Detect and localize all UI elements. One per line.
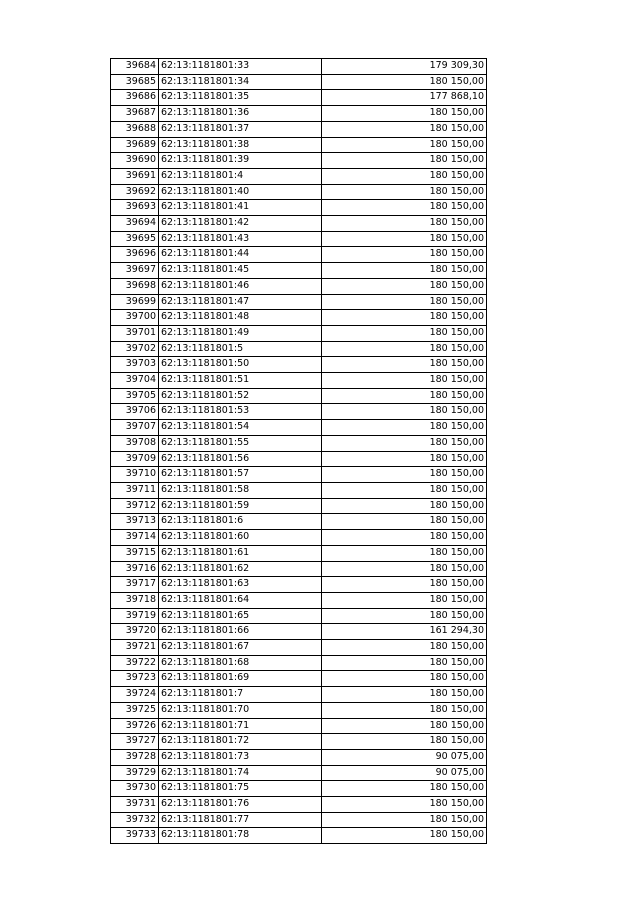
cadastral-number-cell: 62:13:1181801:48 [159,310,322,326]
table-row [111,561,487,577]
cadastral-number-cell: 62:13:1181801:5 [159,341,322,357]
cadastral-value-cell: 179 309,30 [322,59,487,75]
table-row [111,216,487,232]
row-number-cell: 39727 [111,734,159,750]
row-number-cell: 39691 [111,168,159,184]
table-row [111,278,487,294]
cadastral-number-cell: 62:13:1181801:6 [159,514,322,530]
row-number-cell: 39708 [111,435,159,451]
table-row [111,200,487,216]
cadastral-value-cell: 180 150,00 [322,357,487,373]
table-row [111,702,487,718]
cadastral-number-cell: 62:13:1181801:70 [159,702,322,718]
row-number-cell: 39712 [111,498,159,514]
row-number-cell: 39716 [111,561,159,577]
table-row [111,749,487,765]
cadastral-value-cell: 180 150,00 [322,702,487,718]
cadastral-number-cell: 62:13:1181801:65 [159,608,322,624]
table-row [111,451,487,467]
table-row [111,608,487,624]
cadastral-number-cell: 62:13:1181801:39 [159,153,322,169]
table-row [111,467,487,483]
row-number-cell: 39723 [111,671,159,687]
row-number-cell: 39713 [111,514,159,530]
cadastral-number-cell: 62:13:1181801:7 [159,687,322,703]
cadastral-value-cell: 180 150,00 [322,498,487,514]
row-number-cell: 39693 [111,200,159,216]
cadastral-number-cell: 62:13:1181801:49 [159,325,322,341]
table-row [111,734,487,750]
table-row [111,420,487,436]
row-number-cell: 39704 [111,373,159,389]
cadastral-value-table [110,58,487,844]
row-number-cell: 39690 [111,153,159,169]
row-number-cell: 39725 [111,702,159,718]
cadastral-number-cell: 62:13:1181801:68 [159,655,322,671]
row-number-cell: 39730 [111,781,159,797]
table-row [111,74,487,90]
table-row [111,514,487,530]
table-row [111,341,487,357]
table-row [111,781,487,797]
table-row [111,168,487,184]
cadastral-number-cell: 62:13:1181801:47 [159,294,322,310]
table-row [111,640,487,656]
cadastral-number-cell: 62:13:1181801:58 [159,482,322,498]
table-row [111,106,487,122]
cadastral-number-cell: 62:13:1181801:71 [159,718,322,734]
row-number-cell: 39687 [111,106,159,122]
cadastral-number-cell: 62:13:1181801:35 [159,90,322,106]
table-row [111,718,487,734]
cadastral-number-cell: 62:13:1181801:72 [159,734,322,750]
cadastral-number-cell: 62:13:1181801:33 [159,59,322,75]
cadastral-value-cell: 180 150,00 [322,168,487,184]
table-row [111,373,487,389]
cadastral-value-cell: 180 150,00 [322,278,487,294]
cadastral-number-cell: 62:13:1181801:53 [159,404,322,420]
row-number-cell: 39699 [111,294,159,310]
cadastral-number-cell: 62:13:1181801:34 [159,74,322,90]
table-row [111,184,487,200]
row-number-cell: 39721 [111,640,159,656]
cadastral-value-cell: 180 150,00 [322,310,487,326]
row-number-cell: 39729 [111,765,159,781]
cadastral-value-cell: 177 868,10 [322,90,487,106]
cadastral-value-cell: 180 150,00 [322,137,487,153]
cadastral-number-cell: 62:13:1181801:37 [159,121,322,137]
row-number-cell: 39732 [111,812,159,828]
cadastral-number-cell: 62:13:1181801:78 [159,828,322,844]
table-row [111,765,487,781]
row-number-cell: 39684 [111,59,159,75]
cadastral-value-cell: 180 150,00 [322,797,487,813]
cadastral-value-cell: 180 150,00 [322,231,487,247]
cadastral-number-cell: 62:13:1181801:51 [159,373,322,389]
cadastral-number-cell: 62:13:1181801:77 [159,812,322,828]
table-row [111,530,487,546]
table-row [111,357,487,373]
row-number-cell: 39705 [111,388,159,404]
cadastral-value-cell: 180 150,00 [322,216,487,232]
cadastral-value-cell: 180 150,00 [322,184,487,200]
cadastral-number-cell: 62:13:1181801:36 [159,106,322,122]
cadastral-number-cell: 62:13:1181801:73 [159,749,322,765]
cadastral-value-cell: 180 150,00 [322,341,487,357]
row-number-cell: 39702 [111,341,159,357]
cadastral-value-cell: 180 150,00 [322,671,487,687]
row-number-cell: 39715 [111,545,159,561]
cadastral-number-cell: 62:13:1181801:56 [159,451,322,467]
row-number-cell: 39688 [111,121,159,137]
cadastral-value-cell: 180 150,00 [322,718,487,734]
cadastral-value-cell: 180 150,00 [322,121,487,137]
cadastral-number-cell: 62:13:1181801:69 [159,671,322,687]
cadastral-value-cell: 180 150,00 [322,74,487,90]
table-row [111,325,487,341]
table-row [111,294,487,310]
row-number-cell: 39731 [111,797,159,813]
cadastral-value-cell: 180 150,00 [322,153,487,169]
cadastral-number-cell: 62:13:1181801:44 [159,247,322,263]
cadastral-number-cell: 62:13:1181801:57 [159,467,322,483]
cadastral-value-cell: 180 150,00 [322,577,487,593]
row-number-cell: 39709 [111,451,159,467]
cadastral-number-cell: 62:13:1181801:41 [159,200,322,216]
cadastral-value-cell: 180 150,00 [322,592,487,608]
row-number-cell: 39711 [111,482,159,498]
row-number-cell: 39701 [111,325,159,341]
cadastral-number-cell: 62:13:1181801:60 [159,530,322,546]
table-row [111,121,487,137]
row-number-cell: 39728 [111,749,159,765]
cadastral-number-cell: 62:13:1181801:64 [159,592,322,608]
row-number-cell: 39714 [111,530,159,546]
table-row [111,577,487,593]
cadastral-value-cell: 180 150,00 [322,420,487,436]
table-row [111,310,487,326]
row-number-cell: 39694 [111,216,159,232]
cadastral-value-cell: 180 150,00 [322,640,487,656]
cadastral-number-cell: 62:13:1181801:76 [159,797,322,813]
table-row [111,153,487,169]
cadastral-number-cell: 62:13:1181801:54 [159,420,322,436]
row-number-cell: 39689 [111,137,159,153]
cadastral-number-cell: 62:13:1181801:38 [159,137,322,153]
cadastral-number-cell: 62:13:1181801:59 [159,498,322,514]
table-row [111,655,487,671]
table-row [111,797,487,813]
table-row [111,435,487,451]
cadastral-value-cell: 180 150,00 [322,373,487,389]
row-number-cell: 39706 [111,404,159,420]
row-number-cell: 39717 [111,577,159,593]
cadastral-number-cell: 62:13:1181801:55 [159,435,322,451]
row-number-cell: 39685 [111,74,159,90]
row-number-cell: 39703 [111,357,159,373]
cadastral-number-cell: 62:13:1181801:45 [159,263,322,279]
cadastral-value-cell: 180 150,00 [322,388,487,404]
row-number-cell: 39722 [111,655,159,671]
cadastral-value-cell: 180 150,00 [322,325,487,341]
row-number-cell: 39696 [111,247,159,263]
cadastral-value-cell: 180 150,00 [322,482,487,498]
table-row [111,592,487,608]
table-row [111,388,487,404]
row-number-cell: 39698 [111,278,159,294]
cadastral-value-cell: 180 150,00 [322,812,487,828]
row-number-cell: 39707 [111,420,159,436]
cadastral-value-cell: 180 150,00 [322,467,487,483]
cadastral-value-cell: 180 150,00 [322,828,487,844]
table-row [111,687,487,703]
cadastral-number-cell: 62:13:1181801:63 [159,577,322,593]
cadastral-number-cell: 62:13:1181801:50 [159,357,322,373]
row-number-cell: 39697 [111,263,159,279]
table-row [111,59,487,75]
table-row [111,671,487,687]
cadastral-value-cell: 180 150,00 [322,263,487,279]
table-row [111,482,487,498]
cadastral-value-cell: 180 150,00 [322,200,487,216]
cadastral-value-cell: 180 150,00 [322,687,487,703]
cadastral-value-cell: 180 150,00 [322,545,487,561]
cadastral-value-cell: 180 150,00 [322,404,487,420]
cadastral-value-cell: 180 150,00 [322,655,487,671]
cadastral-number-cell: 62:13:1181801:42 [159,216,322,232]
cadastral-value-cell: 180 150,00 [322,106,487,122]
cadastral-value-cell: 180 150,00 [322,514,487,530]
table-row [111,247,487,263]
row-number-cell: 39720 [111,624,159,640]
cadastral-value-cell: 180 150,00 [322,561,487,577]
cadastral-number-cell: 62:13:1181801:61 [159,545,322,561]
table-row [111,828,487,844]
row-number-cell: 39718 [111,592,159,608]
table-row [111,90,487,106]
table-row [111,263,487,279]
table-row [111,545,487,561]
cadastral-number-cell: 62:13:1181801:74 [159,765,322,781]
row-number-cell: 39724 [111,687,159,703]
cadastral-value-cell: 161 294,30 [322,624,487,640]
cadastral-value-cell: 90 075,00 [322,749,487,765]
cadastral-number-cell: 62:13:1181801:62 [159,561,322,577]
cadastral-value-cell: 90 075,00 [322,765,487,781]
table-row [111,231,487,247]
cadastral-value-cell: 180 150,00 [322,734,487,750]
table-row [111,404,487,420]
cadastral-number-cell: 62:13:1181801:75 [159,781,322,797]
table-row [111,812,487,828]
cadastral-number-cell: 62:13:1181801:40 [159,184,322,200]
table-row [111,137,487,153]
cadastral-number-cell: 62:13:1181801:67 [159,640,322,656]
cadastral-number-cell: 62:13:1181801:43 [159,231,322,247]
row-number-cell: 39726 [111,718,159,734]
row-number-cell: 39692 [111,184,159,200]
cadastral-number-cell: 62:13:1181801:66 [159,624,322,640]
cadastral-number-cell: 62:13:1181801:46 [159,278,322,294]
cadastral-value-cell: 180 150,00 [322,608,487,624]
row-number-cell: 39700 [111,310,159,326]
row-number-cell: 39719 [111,608,159,624]
cadastral-value-cell: 180 150,00 [322,781,487,797]
cadastral-number-cell: 62:13:1181801:4 [159,168,322,184]
table-body [111,59,487,844]
row-number-cell: 39695 [111,231,159,247]
cadastral-value-cell: 180 150,00 [322,247,487,263]
cadastral-number-cell: 62:13:1181801:52 [159,388,322,404]
cadastral-value-cell: 180 150,00 [322,530,487,546]
table-row [111,498,487,514]
row-number-cell: 39733 [111,828,159,844]
table-row [111,624,487,640]
cadastral-value-cell: 180 150,00 [322,294,487,310]
cadastral-value-cell: 180 150,00 [322,435,487,451]
cadastral-value-cell: 180 150,00 [322,451,487,467]
row-number-cell: 39710 [111,467,159,483]
row-number-cell: 39686 [111,90,159,106]
